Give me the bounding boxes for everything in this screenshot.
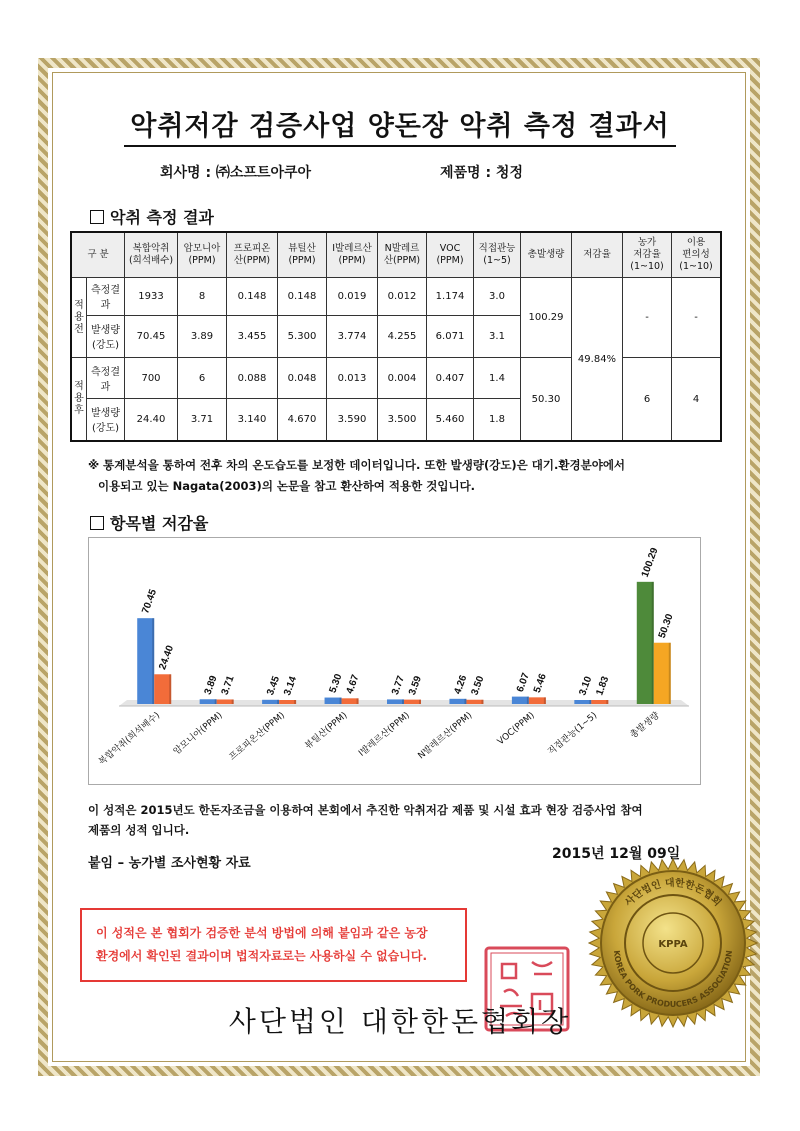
bar-before (574, 700, 591, 704)
data-label-before: 3.10 (577, 674, 595, 698)
bar-shade (357, 698, 359, 704)
statement-line: 제품의 성적 입니다. (88, 823, 190, 837)
cell: 8 (178, 278, 227, 316)
bar-after (591, 700, 608, 704)
data-label-after: 3.71 (219, 674, 237, 697)
bar-before (200, 699, 217, 704)
header-cell: 총발생량 (521, 232, 572, 278)
bar-shade (169, 674, 171, 704)
header-cell: VOC (PPM) (427, 232, 474, 278)
header-cell: 직접관능 (1~5) (474, 232, 521, 278)
cell: 3.71 (178, 398, 227, 441)
table-row (71, 278, 721, 316)
data-label-after: 24.40 (157, 644, 177, 672)
cell: 3.1 (474, 315, 521, 358)
cell: 1933 (125, 278, 178, 316)
bar-after (529, 697, 546, 704)
cell: 1.174 (427, 278, 474, 316)
before-convenience: - (672, 278, 722, 358)
cell: 4.670 (278, 398, 327, 441)
header-cell: 구 분 (71, 232, 125, 278)
bar-shade (215, 699, 217, 704)
header-cell: 프로피온 산(PPM) (227, 232, 278, 278)
cell: 3.0 (474, 278, 521, 316)
table-header-row (71, 232, 721, 278)
bar-before (637, 582, 654, 704)
data-label-before: 4.26 (452, 673, 470, 696)
bar-shade (544, 697, 546, 704)
warning-line: 환경에서 확인된 결과이며 법적자료로는 사용하실 수 없습니다. (96, 949, 428, 963)
bar-shade (294, 700, 296, 704)
data-label-before: 6.07 (514, 671, 532, 694)
bar-before (262, 700, 279, 704)
category-label: N발레르산(PPM) (416, 710, 475, 762)
data-label-before: 3.89 (202, 674, 220, 697)
before-farm: - (623, 278, 672, 358)
bar-shade (340, 698, 342, 704)
header-cell: 이용 편의성 (1~10) (672, 232, 722, 278)
bar-shade (232, 699, 234, 704)
bar-shade (152, 618, 154, 704)
data-label-after: 1.83 (594, 674, 612, 698)
bar-before (512, 697, 529, 704)
note-line: ※ 통계분석을 통하여 전후 차의 온도습도를 보정한 데이터입니다. 또한 발생량(강도)은 대기.환경분야에서 (88, 458, 626, 472)
cell: 3.140 (227, 398, 278, 441)
bar-after (279, 700, 296, 704)
seal-bottom-text: KOREA PORK PRODUCERS ASSOCIATION (611, 949, 735, 1009)
data-label-after: 3.50 (469, 674, 487, 697)
cell: 3.455 (227, 315, 278, 358)
row-label: 발생량 (강도) (87, 315, 125, 358)
issuer-signature: 사단법인 대한한돈협회장 (228, 1005, 572, 1038)
data-label-after: 50.30 (656, 612, 676, 640)
before-label: 적 용 전 (71, 278, 87, 358)
cell: 0.148 (227, 278, 278, 316)
header-cell: I발레르산 (PPM) (327, 232, 378, 278)
after-convenience: 4 (672, 358, 722, 441)
header-cell: 농가 저감율 (1~10) (623, 232, 672, 278)
cell: 700 (125, 358, 178, 399)
bar-before (325, 698, 342, 704)
data-label-before: 70.45 (140, 587, 160, 616)
chart-svg (89, 538, 700, 784)
bar-shade (527, 697, 529, 704)
table-note (88, 455, 688, 497)
bar-shade (419, 700, 421, 704)
category-label: 프로피온산(PPM) (227, 710, 288, 763)
statement-line: 이 성적은 2015년도 한돈자조금을 이용하여 본회에서 추진한 악취저감 제품 및 시설 효과 현장 검증사업 참여 (88, 803, 643, 817)
cell: 6 (178, 358, 227, 399)
table-row (71, 358, 721, 399)
header-cell: 뷰틸산 (PPM) (278, 232, 327, 278)
bar-shade (481, 700, 483, 704)
bar-after (466, 700, 483, 704)
cell: 5.460 (427, 398, 474, 441)
cell: 70.45 (125, 315, 178, 358)
cell: 1.8 (474, 398, 521, 441)
cell: 5.300 (278, 315, 327, 358)
checkbox-square-icon (90, 210, 104, 224)
cell: 3.500 (378, 398, 427, 441)
note-line: 이용되고 있는 Nagata(2003)의 논문을 참고 환산하여 적용한 것입니다. (98, 479, 476, 493)
cell: 0.088 (227, 358, 278, 399)
seal-center-text: KPPA (658, 939, 688, 950)
cell: 3.774 (327, 315, 378, 358)
cell: 0.019 (327, 278, 378, 316)
header-cell: 암모니아 (PPM) (178, 232, 227, 278)
cell: 0.048 (278, 358, 327, 399)
data-label-before: 3.45 (265, 674, 283, 697)
cell: 24.40 (125, 398, 178, 441)
bar-after (154, 674, 171, 704)
results-table (70, 231, 722, 442)
bar-before (387, 699, 404, 704)
warning-line: 이 성적은 본 협회가 검증한 분석 방법에 의해 붙임과 같은 농장 (96, 926, 428, 940)
data-label-after: 5.46 (531, 672, 549, 695)
category-label: 복합악취(희석배수) (97, 710, 163, 768)
data-label-before: 5.30 (327, 672, 345, 695)
row-label: 측정결과 (87, 278, 125, 316)
category-label: 직접관능(1~5) (546, 710, 600, 758)
cell: 6.071 (427, 315, 474, 358)
bar-before (449, 699, 466, 704)
section-heading-results: 악취 측정 결과 (90, 205, 214, 228)
bar-after (217, 699, 234, 704)
category-label: 뷰틸산(PPM) (303, 710, 350, 752)
seal-top-text: 사단법인 대한한돈협회 (623, 877, 723, 909)
warning-box (80, 908, 467, 982)
category-label: 암모니아(PPM) (171, 710, 225, 758)
bar-shade (464, 699, 466, 704)
statement (88, 800, 708, 840)
section-heading-chart: 항목별 저감율 (90, 511, 208, 534)
header-cell: 복합악취 (희석배수) (125, 232, 178, 278)
bar-shade (277, 700, 279, 704)
data-label-after: 3.59 (406, 674, 424, 697)
bar-after (342, 698, 359, 704)
after-label: 적 용 후 (71, 358, 87, 441)
data-label-before: 100.29 (639, 546, 661, 579)
after-farm: 6 (623, 358, 672, 441)
product-name: 제품명 : 청정 (440, 165, 523, 181)
cell: 0.013 (327, 358, 378, 399)
bar-shade (606, 700, 608, 704)
category-label: 총발생량 (628, 710, 662, 741)
bar-shade (652, 582, 654, 704)
checkbox-square-icon (90, 516, 104, 530)
cell: 3.89 (178, 315, 227, 358)
cell: 0.004 (378, 358, 427, 399)
row-label: 발생량 (강도) (87, 398, 125, 441)
after-total: 50.30 (521, 358, 572, 441)
gold-seal-icon (588, 858, 758, 1028)
header-cell: N발레르 산(PPM) (378, 232, 427, 278)
bar-shade (589, 700, 591, 704)
category-label: VOC(PPM) (495, 710, 537, 748)
cell: 4.255 (378, 315, 427, 358)
attachment-note: 붙임 – 농가별 조사현황 자료 (88, 856, 251, 871)
cell: 0.012 (378, 278, 427, 316)
cell: 0.407 (427, 358, 474, 399)
row-label: 측정결과 (87, 358, 125, 399)
bar-before (137, 618, 154, 704)
data-label-after: 3.14 (282, 674, 300, 698)
document-title: 악취저감 검증사업 양돈장 악취 측정 결과서 (0, 104, 800, 143)
issue-date: 2015년 12월 09일 (552, 846, 681, 862)
before-total: 100.29 (521, 278, 572, 358)
company-name: 회사명 : ㈜소프트아쿠아 (160, 165, 312, 181)
category-label: I발레르산(PPM) (357, 710, 412, 759)
cell: 3.590 (327, 398, 378, 441)
bar-after (654, 643, 671, 704)
data-label-after: 4.67 (344, 673, 362, 696)
reduction-chart (88, 537, 701, 785)
cell: 1.4 (474, 358, 521, 399)
reduction-rate: 49.84% (572, 278, 623, 441)
header-cell: 저감율 (572, 232, 623, 278)
bar-after (404, 700, 421, 704)
bar-shade (402, 699, 404, 704)
cell: 0.148 (278, 278, 327, 316)
data-label-before: 3.77 (389, 674, 407, 697)
bar-shade (669, 643, 671, 704)
